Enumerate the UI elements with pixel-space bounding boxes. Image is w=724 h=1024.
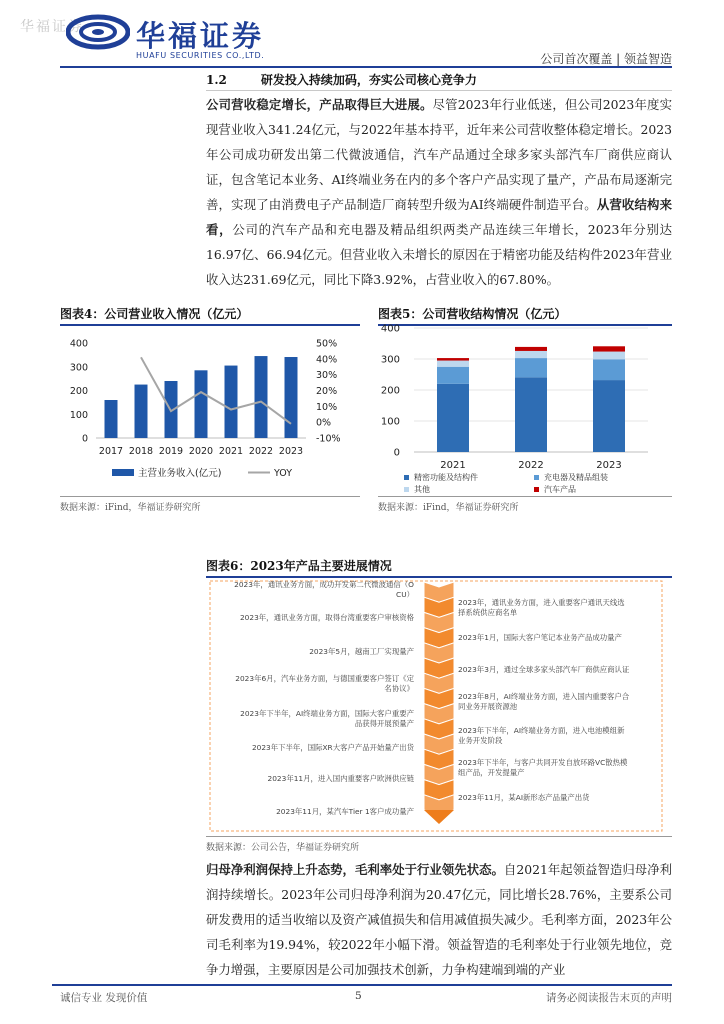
timeline-event-right: 2023年，通讯业务方面，进入重要客户通讯天线选择系统供应商名单	[458, 598, 625, 617]
paragraph-profit	[206, 857, 672, 982]
y2-tick-label: 50%	[316, 338, 338, 350]
stacked-bar-segment	[593, 359, 625, 380]
y-tick-label: 300	[69, 362, 88, 374]
watermark-text: 华福证券	[20, 19, 84, 35]
figure5-title: 图表5：公司营收结构情况（亿元）	[378, 307, 567, 321]
y-tick-label: 200	[69, 386, 88, 397]
y-tick-label: 200	[380, 385, 400, 397]
stacked-bar-segment	[515, 377, 547, 452]
figure6-source: 数据来源：公司公告，华福证券研究所	[206, 843, 360, 853]
x-tick-label: 2018	[128, 446, 154, 457]
y-tick-label: 0	[393, 447, 400, 459]
legend-swatch-charger	[534, 475, 539, 480]
stacked-bar-segment	[593, 346, 625, 351]
figure5-bottom-line	[378, 496, 672, 497]
timeline-event-right: 2023年下半年，AI终端业务方面，进入电池模组新业务开发阶段	[458, 726, 625, 745]
figure4-source: 数据来源：iFind，华福证券研究所	[60, 503, 201, 513]
paragraph-lead-2: 从营收结构来看，	[206, 197, 673, 237]
paragraph-text-2: 公司的汽车产品和充电器及精品组织两类产品连续三年增长，2023年分别达16.97亿、66.94亿元。但营业收入未增长的原因在于精密功能及结构件2023年营业收入达231.69亿元，同比下降3.92%，占营业收入的67.80%。	[206, 222, 672, 287]
timeline-event-left: 2023年下半年，AI终端业务方面，国际大客户重要产品获得开展预量产	[240, 709, 414, 728]
y2-tick-label: 30%	[316, 370, 338, 382]
legend-swatch-auto	[534, 487, 539, 492]
figure6-timeline	[206, 578, 672, 834]
header-divider	[60, 66, 672, 68]
figure4-title: 图表4：公司营业收入情况（亿元）	[60, 307, 249, 321]
page-number: 5	[355, 990, 362, 1002]
revenue-bar	[255, 356, 268, 438]
paragraph-text: 尽管2023年行业低迷，但公司2023年度实现营业收入341.24亿元，与2022年基本持平，近年来公司营收整体稳定增长。2023年公司成功研发出第二代微波通信，汽车产品通过全球多家头部汽车厂商供应商认证，包含笔记本业务、AI终端业务在内的多个客户产品实现了量产，产品布局逐渐完善，实现了由消费电子产品制造厂商转型升级为AI终端硬件制造平台。	[206, 97, 673, 212]
timeline-event-right: 2023年11月，某AI新形态产品量产出货	[458, 793, 590, 802]
legend-swatch-other	[404, 487, 409, 492]
company-name-en: HUAFU SECURITIES CO.,LTD.	[136, 51, 265, 60]
section-divider	[206, 90, 672, 91]
section-title: 研发投入持续加码，夯实公司核心竞争力	[260, 73, 477, 87]
timeline-event-right: 2023年1月，国际大客户笔记本业务产品成功量产	[458, 633, 622, 642]
legend-label-revenue: 主营业务收入(亿元)	[138, 468, 222, 479]
y2-tick-label: 20%	[316, 386, 338, 397]
figure6-bottom-line	[206, 836, 672, 837]
paragraph-lead-3: 归母净利润保持上升态势，毛利率处于行业领先状态。	[206, 862, 504, 877]
company-logo-icon	[66, 14, 130, 50]
stacked-bar-segment	[437, 367, 469, 384]
footer-slogan: 诚信专业 发现价值	[60, 992, 148, 1004]
x-tick-label: 2019	[158, 446, 184, 457]
paragraph-text-3: 自2021年起领益智造归母净利润持续增长。2023年公司归母净利润为20.47亿元，同比增长28.76%，主要系公司研发费用的适当收缩以及资产减值损失和信用减值损失减少。毛利率方面，2023年公司毛利率为19.94%，较2022年小幅下滑。领益智造的毛利率处于行业领先地位，竞争力增强，主要原因是公司加强技术创新，力争构建端到端的产业	[206, 862, 672, 977]
revenue-bar	[105, 400, 118, 438]
stacked-bar-segment	[515, 351, 547, 358]
x-tick-label: 2017	[98, 446, 124, 457]
legend-label-precision: 精密功能及结构件	[414, 473, 478, 482]
timeline-event-left: 2023年11月，某汽车Tier 1客户成功量产	[276, 807, 414, 816]
timeline-event-left: 2023年，通讯业务方面，成功开发第二代微波通信（O CU）	[234, 580, 414, 599]
x-tick-label: 2023	[596, 460, 622, 471]
revenue-bar	[225, 366, 238, 438]
figure5-source: 数据来源：iFind，华福证券研究所	[378, 503, 519, 513]
y-tick-label: 0	[81, 433, 88, 445]
stacked-bar-segment	[437, 361, 469, 367]
x-tick-label: 2022	[518, 460, 544, 471]
stacked-bar-segment	[593, 380, 625, 452]
figure4-top-line	[60, 324, 360, 326]
stacked-bar-segment	[437, 384, 469, 452]
timeline-event-left: 2023年5月，越南工厂实现量产	[309, 647, 414, 656]
timeline-event-left: 2023年11月，进入国内重要客户欧洲供应链	[267, 774, 414, 783]
y-tick-label: 100	[69, 409, 88, 421]
company-name-cn: 华福证券	[136, 19, 265, 53]
paragraph-lead: 公司营收稳定增长，产品取得巨大进展。	[206, 97, 433, 112]
figure5-chart	[378, 318, 672, 496]
y2-tick-label: 10%	[316, 401, 338, 413]
revenue-bar	[135, 385, 148, 438]
legend-label-yoy: YOY	[274, 468, 293, 479]
yoy-line	[141, 357, 291, 424]
figure4-chart	[60, 328, 360, 494]
x-tick-label: 2023	[278, 446, 304, 457]
revenue-bar	[285, 357, 298, 438]
revenue-bar	[195, 370, 208, 438]
footer-divider	[52, 984, 672, 986]
x-tick-label: 2021	[440, 460, 466, 471]
y-tick-label: 400	[380, 323, 400, 335]
report-tag: 公司首次覆盖 | 领益智造	[540, 52, 672, 66]
timeline-arrow-head	[424, 810, 454, 824]
stacked-bar-segment	[515, 358, 547, 377]
legend-label-charger: 充电器及精品组装	[544, 473, 608, 482]
timeline-event-right: 2023年下半年，与客户共同开发自放环路VC散热模组产品，开发提量产	[458, 758, 628, 777]
timeline-event-left: 2023年6月，汽车业务方面，与德国重要客户签订《定名协议》	[235, 674, 414, 693]
timeline-event-left: 2023年，通讯业务方面，取得台湾重要客户审核资格	[239, 613, 414, 622]
timeline-event-right: 2023年3月，通过全球多家头部汽车厂商供应商认证	[458, 665, 630, 674]
y2-tick-label: -10%	[316, 433, 341, 445]
x-tick-label: 2021	[218, 446, 244, 457]
y-tick-label: 400	[69, 338, 88, 350]
legend-swatch-revenue	[112, 469, 134, 476]
legend-label-auto: 汽车产品	[544, 485, 576, 494]
x-tick-label: 2020	[188, 446, 214, 457]
y-tick-label: 100	[380, 416, 400, 428]
x-tick-label: 2022	[248, 446, 274, 457]
stacked-bar-segment	[437, 358, 469, 360]
paragraph-revenue	[206, 92, 672, 292]
footer-disclaimer: 请务必阅读报告末页的声明	[546, 992, 672, 1004]
section-heading	[206, 71, 477, 88]
legend-swatch-precision	[404, 475, 409, 480]
y2-tick-label: 0%	[316, 417, 332, 429]
legend-label-other: 其他	[414, 485, 430, 494]
timeline-event-right: 2023年8月，AI终端业务方面，进入国内重要客户合同业务开展资源池	[458, 692, 630, 711]
y2-tick-label: 40%	[316, 354, 338, 366]
stacked-bar-segment	[593, 352, 625, 360]
figure6-title: 图表6：2023年产品主要进展情况	[206, 559, 392, 573]
figure4-bottom-line	[60, 496, 360, 497]
timeline-event-left: 2023年下半年，国际XR大客户产品开始量产出货	[251, 743, 414, 752]
section-number: 1.2	[206, 73, 227, 87]
y-tick-label: 300	[380, 354, 400, 366]
stacked-bar-segment	[515, 347, 547, 351]
